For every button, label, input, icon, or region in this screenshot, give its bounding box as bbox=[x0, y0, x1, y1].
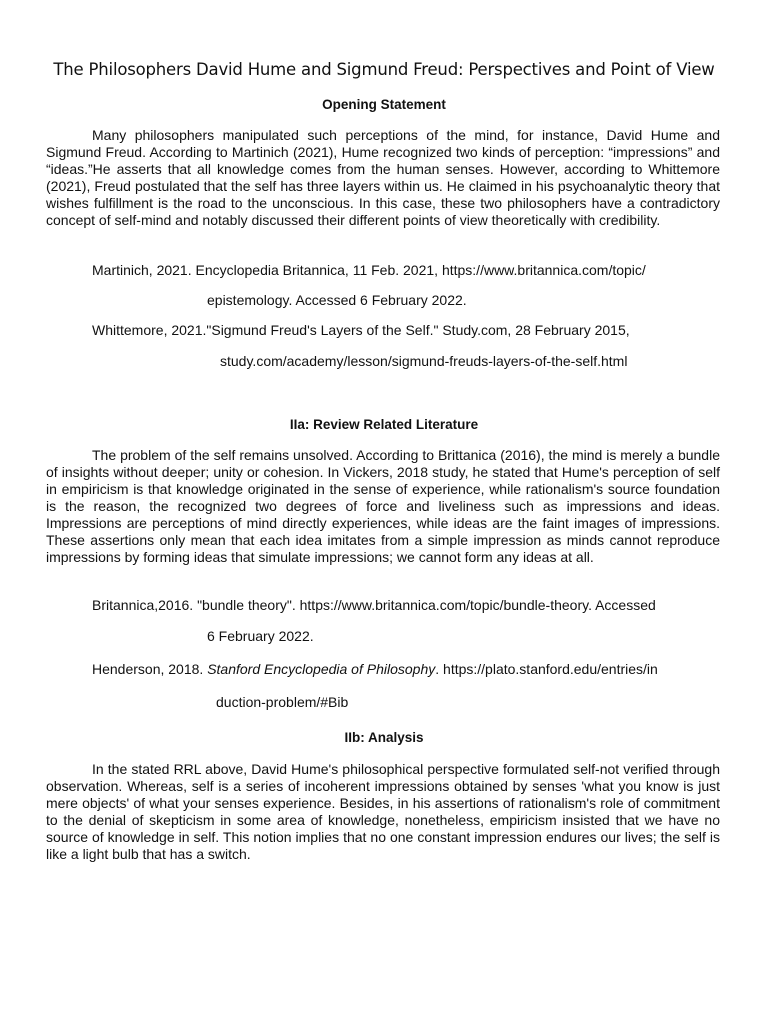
section-heading-review-related-literature: IIa: Review Related Literature bbox=[289, 417, 479, 432]
reference-henderson-prefix: Henderson, 2018. bbox=[92, 661, 208, 677]
reference-henderson-suffix: . https://plato.stanford.edu/entries/in bbox=[435, 661, 658, 677]
section-heading-opening-statement: Opening Statement bbox=[322, 97, 446, 112]
reference-martinich-line1: Martinich, 2021. Encyclopedia Britannica, 11 Feb. 2021, https://www.britannica.com/topic/ bbox=[92, 262, 646, 278]
reference-whittemore-line2: study.com/academy/lesson/sigmund-freuds-layers-of-the-self.html bbox=[220, 353, 628, 369]
reference-britannica-line1: Britannica,2016. "bundle theory". https://www.britannica.com/topic/bundle-theory. Accessed bbox=[92, 597, 656, 613]
reference-martinich-line2: epistemology. Accessed 6 February 2022. bbox=[207, 292, 467, 308]
section-heading-analysis: IIb: Analysis bbox=[344, 730, 424, 745]
reference-whittemore-line1: Whittemore, 2021."Sigmund Freud's Layers of the Self." Study.com, 28 February 2015, bbox=[92, 322, 630, 338]
analysis-paragraph: In the stated RRL above, David Hume's philosophical perspective formulated self-not verified through observation. Whereas, self is a series of incoherent impressions obtained by senses 'what you know is just mere objects' of what your senses experience. Besides, in his assertions of rationalism's role of commitment to the denial of skepticism in some area of knowledge, nonetheless, empiricism insisted that we have no source of knowledge in self. This notion implies that no one constant impression endures our lives; the self is like a light bulb that has a switch. bbox=[46, 761, 720, 862]
reference-henderson-journal: Stanford Encyclopedia of Philosophy bbox=[207, 661, 436, 677]
reference-henderson-line2: duction-problem/#Bib bbox=[216, 694, 349, 710]
reference-henderson-line1 bbox=[92, 661, 658, 678]
opening-statement-paragraph: Many philosophers manipulated such perceptions of the mind, for instance, David Hume and Sigmund Freud. According to Martinich (2021), Hume recognized two kinds of perception: “impressions” and “ideas.”He asserts that all knowledge comes from the human senses. However, according to Whittemore (2021), Freud postulated that the self has three layers within us. He claimed in his psychoanalytic theory that wishes fulfillment is the road to the unconscious. In this case, these two philosophers have a contradictory concept of self-mind and notably discussed their different points of view theoretically with credibility. bbox=[46, 127, 720, 228]
review-literature-paragraph: The problem of the self remains unsolved. According to Brittanica (2016), the mind is merely a bundle of insights without deeper; unity or cohesion. In Vickers, 2018 study, he stated that Hume's perception of self in empiricism is that knowledge originated in the sense of experience, while rationalism's source foundation is the reason, the recognized two degrees of force and liveliness such as impressions and ideas. Impressions are perceptions of mind directly experiences, while ideas are the faint images of impressions. These assertions only mean that each idea imitates from a simple impression as minds cannot reproduce impressions by forming ideas that simulate impressions; we cannot form any ideas at all. bbox=[46, 447, 720, 565]
reference-britannica-line2: 6 February 2022. bbox=[207, 628, 314, 644]
document-title: The Philosophers David Hume and Sigmund Freud: Perspectives and Point of View bbox=[53, 60, 715, 79]
